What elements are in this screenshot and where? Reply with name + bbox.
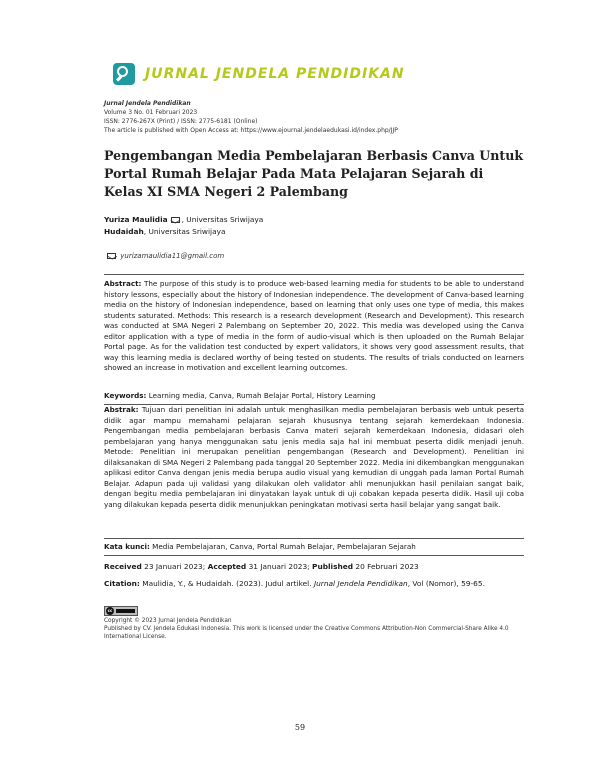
envelope-icon	[171, 217, 180, 223]
author-affiliation: , Universitas Sriwijaya	[143, 227, 226, 236]
article-dates	[104, 562, 524, 572]
citation-label: Citation:	[104, 579, 140, 588]
citation	[104, 578, 524, 590]
author-affiliation: , Universitas Sriwijaya	[181, 215, 264, 224]
cc-icon: cc	[107, 608, 113, 613]
page-number: 59	[294, 723, 306, 732]
keywords-indonesian	[104, 538, 524, 556]
kata-kunci-text: Media Pembelajaran, Canva, Portal Rumah Belajar, Pembelajaran Sejarah	[152, 542, 416, 551]
abstract-label: Abstract:	[104, 279, 142, 288]
author-list	[104, 214, 524, 238]
journal-logo-text: JURNAL JENDELA PENDIDIKAN	[145, 66, 405, 82]
corresponding-email[interactable]	[104, 252, 224, 260]
abstrak-label: Abstrak:	[104, 405, 139, 414]
published-date: 20 Februari 2023	[355, 562, 419, 571]
abstract-text: The purpose of this study is to produce web-based learning media for students to be able to understand history lessons, especially about the history of Indonesian independence. The development of Canva-based learning media on the history of Indonesian independence, based on learning that only uses one type of media, this makes students saturated. Methods: This research is a research development (Research and Development). This research was conducted at SMA Negeri 2 Palembang on September 20, 2022. This media was developed using the Canva editor application with a type of media in the form of audio-visual which is then uploaded on the Rumah Belajar Portal page. As for the validation test conducted by expert validators, it shows very good assessment results, that way this learning media is declared worthy of being tested on students. The results of trials conducted on learners showed an increase in motivation and excellent learning outcomes.	[104, 279, 524, 372]
author-item	[104, 226, 524, 238]
citation-volume: , Vol (Nomor), 59-65.	[407, 579, 485, 588]
published-label: Published	[312, 562, 354, 571]
accepted-date: 31 Januari 2023;	[248, 562, 310, 571]
abstract-english	[104, 274, 524, 374]
received-date: 23 Januari 2023;	[144, 562, 206, 571]
abstrak-text: Tujuan dari penelitian ini adalah untuk menghasilkan media pembelajaran berbasis web untuk peserta didik agar mampu memahami pelajaran sejarah khususnya tentang sejarah kemerdekaan Indonesia. Pengembangan media pembelajaran berbasis Canva materi sejarah kemerdekaan Indonesia, didasari oleh pembelajaran yang hanya menggunakan satu jenis media saja hal ini membuat peserta didik menjadi jenuh. Metode: Penelitian ini merupakan penelitian pengembangan (Research and Development). Penelitian ini dilaksanakan di SMA Negeri 2 Palembang pada tanggal 20 September 2022. Media ini dikembangkan menggunakan aplikasi editor Canva dengan jenis media berupa audio visual yang kemudian di unggah pada laman Portal Rumah Belajar. Adapun pada uji validasi yang dilakukan oleh validator ahli menunjukkan hasil penilaian sangat baik, dengan begitu media pembelajaran ini dinyatakan layak untuk di uji cobakan kepada peserta didik. Hasil uji coba yang dilakukan kepada peserta didik menunjukkan peningkatan motivasi serta hasil belajar yang sangat baik.	[104, 405, 524, 509]
accepted-label: Accepted	[207, 562, 247, 571]
author-name: Yuriza Maulidia	[104, 215, 168, 224]
volume-info: Volume 3 No. 01 Februari 2023	[104, 109, 198, 116]
citation-journal: Jurnal Jendela Pendidikan	[313, 579, 408, 588]
envelope-icon	[107, 253, 116, 259]
copyright-line: Copyright © 2023 Jurnal Jendela Pendidikan	[104, 618, 232, 624]
search-book-icon	[113, 63, 135, 85]
copyright-notice	[104, 617, 524, 641]
citation-text: Maulidia, Y., & Hudaidah. (2023). Judul artikel.	[142, 579, 312, 588]
journal-meta	[104, 99, 524, 135]
author-item	[104, 214, 524, 226]
kata-kunci-label: Kata kunci:	[104, 542, 150, 551]
license-icons	[116, 609, 135, 613]
author-name: Hudaidah	[104, 227, 144, 236]
journal-logo	[113, 60, 405, 88]
journal-name: Jurnal Jendela Pendidikan	[104, 100, 191, 107]
creative-commons-badge[interactable]	[104, 606, 138, 616]
received-label: Received	[104, 562, 142, 571]
open-access-info: The article is published with Open Access at: https://www.ejournal.jendelaedukasi.id/index.php/JJP	[104, 127, 398, 134]
email-text: yurizamaulidia11@gmail.com	[120, 252, 225, 260]
keywords-text: Learning media, Canva, Rumah Belajar Portal, History Learning	[148, 391, 376, 400]
issn-info: ISSN: 2776-267X (Print) / ISSN: 2775-6181 (Online)	[104, 118, 258, 125]
abstract-indonesian	[104, 405, 524, 510]
article-title: Pengembangan Media Pembelajaran Berbasis Canva Untuk Portal Rumah Belajar Pada Mata Pelajaran Sejarah di Kelas XI SMA Negeri 2 Palembang	[104, 148, 524, 199]
keywords-english	[104, 391, 524, 405]
keywords-label: Keywords:	[104, 391, 147, 400]
license-line: Published by CV. Jendela Edukasi Indonesia. This work is licensed under the Creative Commons Attribution-Non Commercial-Share Alike 4.0 International License.	[104, 626, 509, 640]
